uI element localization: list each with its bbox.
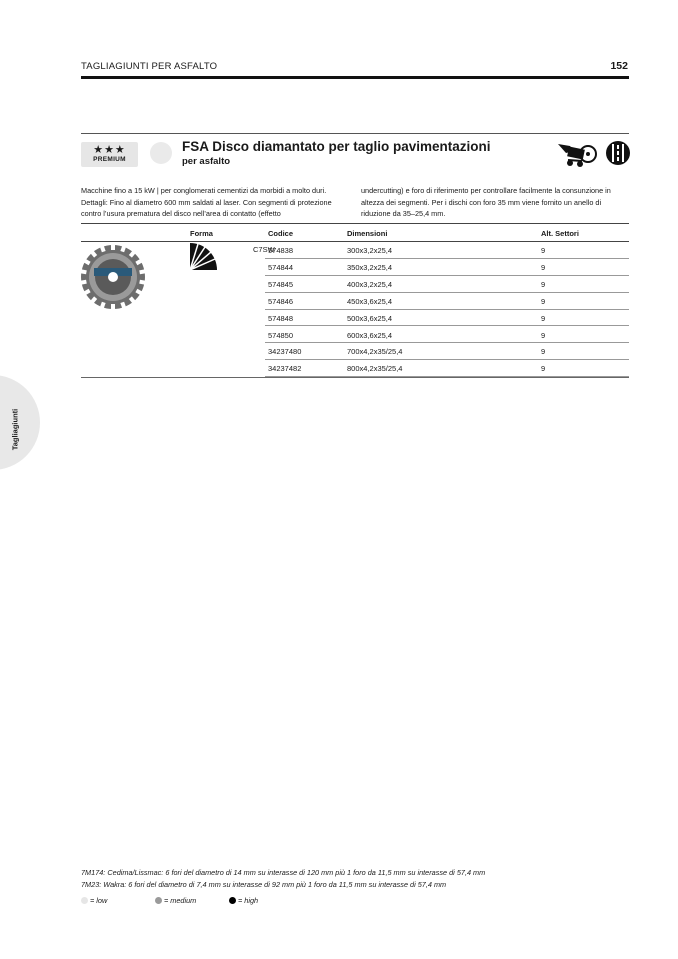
badge-label: PREMIUM xyxy=(93,156,126,163)
cell-dimensioni: 800x4,2x35/25,4 xyxy=(347,364,403,374)
cell-dimensioni: 300x3,2x25,4 xyxy=(347,246,393,255)
legend-medium-dot xyxy=(155,897,162,904)
page-number: 152 xyxy=(610,60,628,72)
cell-dimensioni: 450x3,6x25,4 xyxy=(347,296,393,306)
forma-code: C7SW xyxy=(253,245,275,254)
description-right: undercutting) e foro di riferimento per controllare facilmente la consunzione in altezza dei segmenti. Per i dischi con foro 35 mm viene fornito un anello di riduzione da 35–25,4 mm. xyxy=(361,186,611,219)
header-settori: Alt. Settori xyxy=(541,229,579,238)
header-forma: Forma xyxy=(190,229,213,238)
cell-codice: 34237480 xyxy=(268,347,302,357)
cell-settori: 9 xyxy=(541,347,546,357)
table-bottom-rule xyxy=(81,377,629,378)
footnote-1: 7M174: Cedima/Lissmac: 6 fori del diametro di 14 mm su interasse di 120 mm più 1 foro da 11,5 mm su interasse di 57,4 mm xyxy=(81,868,486,877)
cell-codice: 574846 xyxy=(268,296,294,306)
cell-settori: 9 xyxy=(541,330,546,340)
cell-codice: 574838 xyxy=(268,246,294,255)
side-tab[interactable] xyxy=(0,375,40,470)
table-row xyxy=(265,259,629,276)
description-left: Macchine fino a 15 kW | per conglomerati cementizi da morbidi a molto duri. Dettagli: Fino al diametro 600 mm saldati al laser. Con segmenti di protezione contro l’usura prematura del disco nell’area di contatto (effetto xyxy=(81,186,332,219)
cell-settori: 9 xyxy=(541,364,546,374)
premium-badge xyxy=(81,142,138,167)
legend-high-dot xyxy=(229,897,236,904)
diamond-disc-image xyxy=(80,244,146,310)
product-top-rule xyxy=(81,133,629,134)
table-row xyxy=(265,276,629,293)
cell-settori: 9 xyxy=(541,313,546,323)
table-top-rule xyxy=(81,223,629,224)
product-title: FSA Disco diamantato per taglio pavimentazioni xyxy=(182,139,491,154)
footnote-2: 7M23: Wakra: 6 fori del diametro di 7,4 mm su interasse di 92 mm più 1 foro da 11,5 mm su interasse di 57,4 mm xyxy=(81,880,447,889)
cell-settori: 9 xyxy=(541,246,546,255)
cell-settori: 9 xyxy=(541,279,546,289)
rating-stars: ★★★ xyxy=(93,144,126,156)
cell-dimensioni: 350x3,2x25,4 xyxy=(347,262,393,272)
table-row xyxy=(265,293,629,310)
cell-dimensioni: 600x3,6x25,4 xyxy=(347,330,393,340)
table-row xyxy=(265,360,629,377)
table-row xyxy=(265,242,629,259)
section-title: TAGLIAGIUNTI PER ASFALTO xyxy=(81,61,218,72)
cell-codice: 574848 xyxy=(268,313,294,323)
side-tab-label: Tagliagiunti xyxy=(10,408,20,451)
legend-medium-label: = medium xyxy=(164,896,197,905)
cell-dimensioni: 400x3,2x25,4 xyxy=(347,279,393,289)
legend-high-label: = high xyxy=(238,896,259,905)
cell-codice: 574845 xyxy=(268,279,294,289)
cell-settori: 9 xyxy=(541,262,546,272)
cell-settori: 9 xyxy=(541,296,546,306)
legend-medium xyxy=(155,896,196,905)
header-dimensioni: Dimensioni xyxy=(347,229,388,238)
header-rule xyxy=(81,76,629,79)
asphalt-road-icon xyxy=(606,141,630,165)
table-row xyxy=(265,327,629,344)
cell-dimensioni: 500x3,6x25,4 xyxy=(347,313,393,323)
table-row xyxy=(265,343,629,360)
legend-high xyxy=(229,896,258,905)
cell-dimensioni: 700x4,2x35/25,4 xyxy=(347,347,403,357)
cell-codice: 34237482 xyxy=(268,364,302,374)
level-circle xyxy=(150,142,172,164)
cell-codice: 574850 xyxy=(268,330,294,340)
floor-saw-icon xyxy=(556,140,598,168)
cell-codice: 574844 xyxy=(268,262,294,272)
header-codice: Codice xyxy=(268,229,294,238)
product-subtitle: per asfalto xyxy=(182,156,231,167)
segment-shape-icon xyxy=(190,243,217,270)
legend-low-dot xyxy=(81,897,88,904)
legend-low-label: = low xyxy=(90,896,108,905)
table-row xyxy=(265,310,629,327)
legend-low xyxy=(81,896,107,905)
